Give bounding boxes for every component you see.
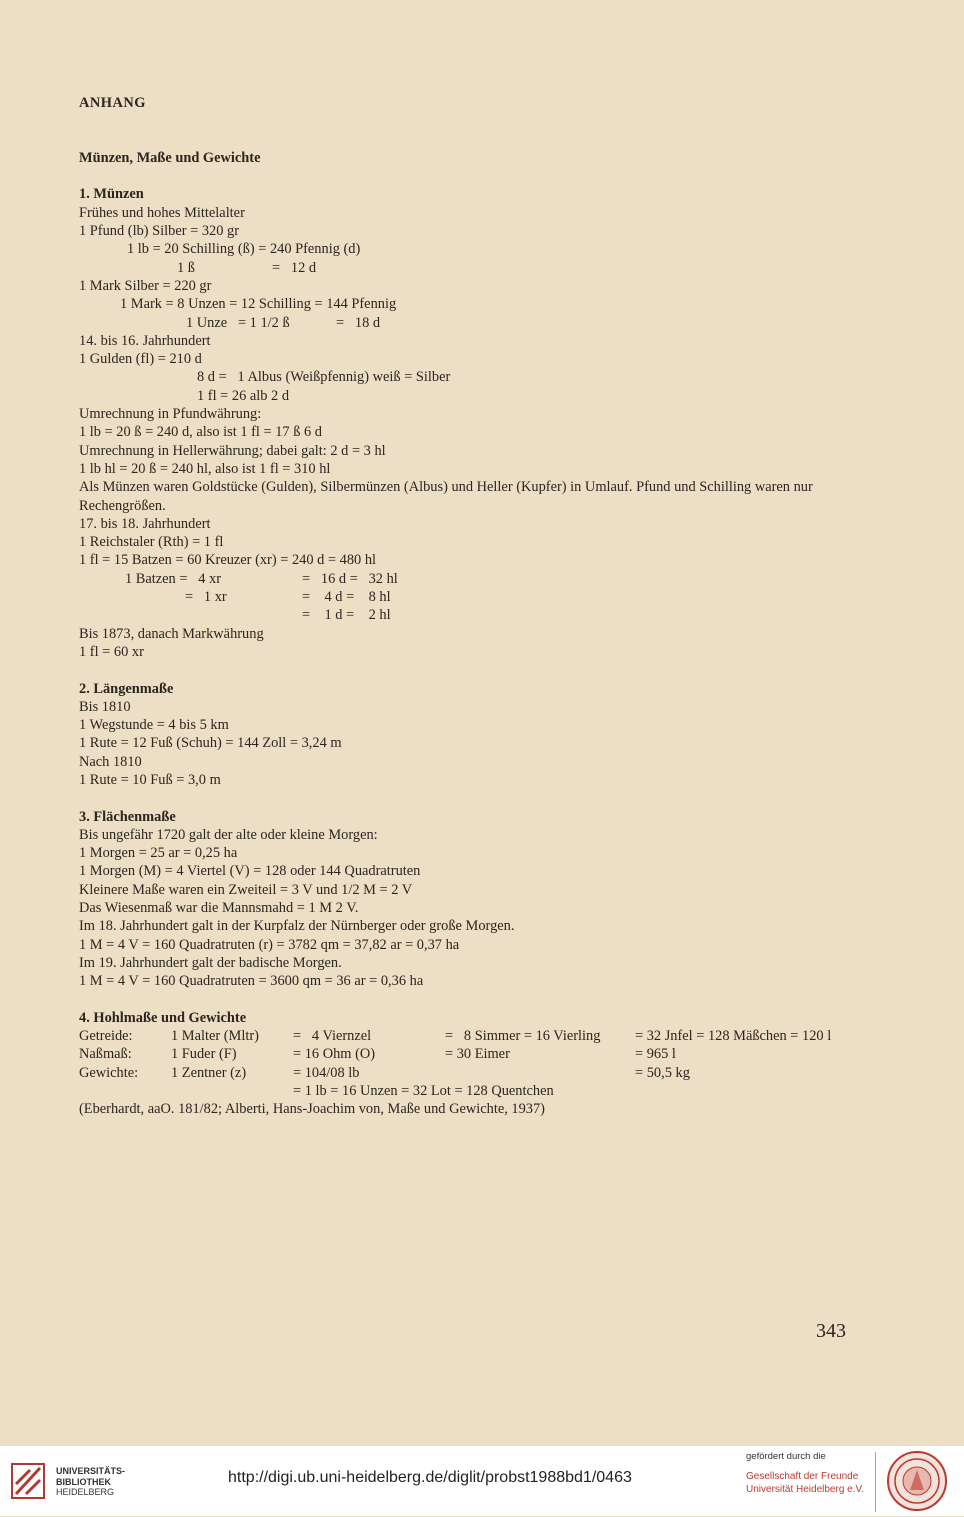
row-label: Naßmaß: [79, 1046, 132, 1063]
text-cell: 1 Malter (Mltr) [171, 1028, 259, 1045]
university-library-name [56, 1466, 125, 1498]
text-line: 1 lb = 20 ß = 240 d, also ist 1 fl = 17 ß 6 d [79, 424, 323, 441]
text-line: 1 Mark Silber = 220 gr [79, 277, 212, 294]
measure-row [79, 1027, 859, 1045]
row-label: Gewichte: [79, 1064, 139, 1081]
section-heading-length: 2. Längenmaße [79, 680, 174, 697]
page-title: Münzen, Maße und Gewichte [79, 149, 261, 166]
text-cell: 1 ß [177, 259, 195, 276]
text-cell: 1 Batzen = 4 xr [125, 570, 222, 587]
section-heading-coins: 1. Münzen [79, 186, 144, 203]
university-seal-icon [886, 1450, 948, 1512]
text-line: 8 d = 1 Albus (Weißpfennig) weiß = Silber [197, 369, 451, 386]
text-cell: = 8 Simmer = 16 Vierling [445, 1028, 601, 1045]
section-heading-volume-weight: 4. Hohlmaße und Gewichte [79, 1009, 247, 1026]
equation-row [79, 588, 859, 606]
text-line: 1 Reichstaler (Rth) = 1 fl [79, 534, 224, 551]
sponsor-line: Gesellschaft der Freunde [746, 1471, 859, 1482]
text-line: 1 Gulden (fl) = 210 d [79, 351, 202, 368]
library-name-line: UNIVERSITÄTS- [56, 1466, 126, 1476]
text-line: Bis ungefähr 1720 galt der alte oder kleine Morgen: [79, 826, 378, 843]
text-cell: 1 Unze = 1 1/2 ß [186, 314, 290, 331]
equation-row [79, 314, 859, 332]
text-line: Umrechnung in Pfundwährung: [79, 406, 262, 423]
equation-row [79, 259, 859, 277]
viewer-footer [0, 1446, 964, 1516]
text-cell: = 1 d = 2 hl [302, 607, 391, 624]
divider [875, 1452, 876, 1512]
page-content [79, 94, 859, 1119]
text-cell: = 30 Eimer [445, 1046, 510, 1063]
text-line: 1 Pfund (lb) Silber = 320 gr [79, 223, 240, 240]
text-cell: = 4 d = 8 hl [302, 589, 391, 606]
row-label: Getreide: [79, 1028, 133, 1045]
text-line: Bis 1810 [79, 698, 131, 715]
paragraph: Als Münzen waren Goldstücke (Gulden), Silbermünzen (Albus) und Heller (Kupfer) in Umlauf. Pfund und Schilling waren nur Rechengrößen. [79, 479, 813, 514]
text-line: 1 Wegstunde = 4 bis 5 km [79, 717, 229, 734]
text-cell: = 50,5 kg [635, 1064, 690, 1081]
text-cell: = 1 xr [185, 589, 227, 606]
text-line: 1 lb = 20 Schilling (ß) = 240 Pfennig (d) [127, 241, 361, 258]
text-line: Umrechnung in Hellerwährung; dabei galt: 2 d = 3 hl [79, 442, 386, 459]
text-line: 17. bis 18. Jahrhundert [79, 515, 211, 532]
measure-row [79, 1064, 859, 1082]
text-cell: = 12 d [272, 259, 317, 276]
text-cell: = 4 Viernzel [293, 1028, 372, 1045]
text-line: 1 Morgen (M) = 4 Viertel (V) = 128 oder 144 Quadratruten [79, 863, 421, 880]
text-line: Im 18. Jahrhundert galt in der Kurpfalz der Nürnberger oder große Morgen. [79, 918, 515, 935]
text-line: Nach 1810 [79, 753, 142, 770]
measure-row [79, 1045, 859, 1063]
text-line: 1 lb hl = 20 ß = 240 hl, also ist 1 fl = 310 hl [79, 460, 331, 477]
text-cell: = 32 Jnfel = 128 Mäßchen = 120 l [635, 1028, 832, 1045]
source-citation: (Eberhardt, aaO. 181/82; Alberti, Hans-Joachim von, Maße und Gewichte, 1937) [79, 1101, 545, 1118]
text-cell: = 16 Ohm (O) [293, 1046, 376, 1063]
equation-row [79, 606, 859, 624]
sponsor-line: Universität Heidelberg e.V. [746, 1484, 865, 1495]
text-cell: = 18 d [336, 314, 381, 331]
text-line: Frühes und hohes Mittelalter [79, 204, 245, 221]
text-cell: = 104/08 lb [293, 1064, 360, 1081]
page-number: 343 [816, 1320, 846, 1342]
text-line: 1 fl = 15 Batzen = 60 Kreuzer (xr) = 240 d = 480 hl [79, 552, 377, 569]
text-line: Im 19. Jahrhundert galt der badische Morgen. [79, 954, 342, 971]
sponsor-name[interactable] [746, 1470, 864, 1496]
permalink-url[interactable]: http://digi.ub.uni-heidelberg.de/diglit/probst1988bd1/0463 [228, 1469, 632, 1486]
text-line: Das Wiesenmaß war die Mannsmahd = 1 M 2 V. [79, 900, 359, 917]
text-cell: = 1 lb = 16 Unzen = 32 Lot = 128 Quentchen [293, 1083, 554, 1100]
text-cell: = 965 l [635, 1046, 676, 1063]
text-line: 1 fl = 26 alb 2 d [197, 387, 290, 404]
text-line: Kleinere Maße waren ein Zweiteil = 3 V und 1/2 M = 2 V [79, 881, 413, 898]
text-line: 1 Mark = 8 Unzen = 12 Schilling = 144 Pfennig [120, 296, 397, 313]
text-line: 1 Morgen = 25 ar = 0,25 ha [79, 845, 238, 862]
text-line: 14. bis 16. Jahrhundert [79, 332, 211, 349]
university-library-logo-icon [10, 1458, 46, 1504]
text-line: Bis 1873, danach Markwährung [79, 625, 264, 642]
text-line: 1 fl = 60 xr [79, 643, 144, 660]
running-header: ANHANG [79, 95, 146, 111]
text-line: 1 Rute = 12 Fuß (Schuh) = 144 Zoll = 3,24 m [79, 735, 342, 752]
text-cell: 1 Zentner (z) [171, 1064, 247, 1081]
library-name-line: HEIDELBERG [56, 1487, 115, 1497]
text-line: 1 M = 4 V = 160 Quadratruten (r) = 3782 qm = 37,82 ar = 0,37 ha [79, 936, 460, 953]
measure-row [79, 1082, 859, 1100]
library-name-line: BIBLIOTHEK [56, 1476, 111, 1487]
equation-row [79, 570, 859, 588]
section-heading-area: 3. Flächenmaße [79, 808, 176, 825]
text-cell: = 16 d = 32 hl [302, 570, 398, 587]
text-line: 1 Rute = 10 Fuß = 3,0 m [79, 771, 221, 788]
text-line: 1 M = 4 V = 160 Quadratruten = 3600 qm = 36 ar = 0,36 ha [79, 973, 424, 990]
sponsored-label: gefördert durch die [746, 1451, 826, 1462]
text-cell: 1 Fuder (F) [171, 1046, 237, 1063]
